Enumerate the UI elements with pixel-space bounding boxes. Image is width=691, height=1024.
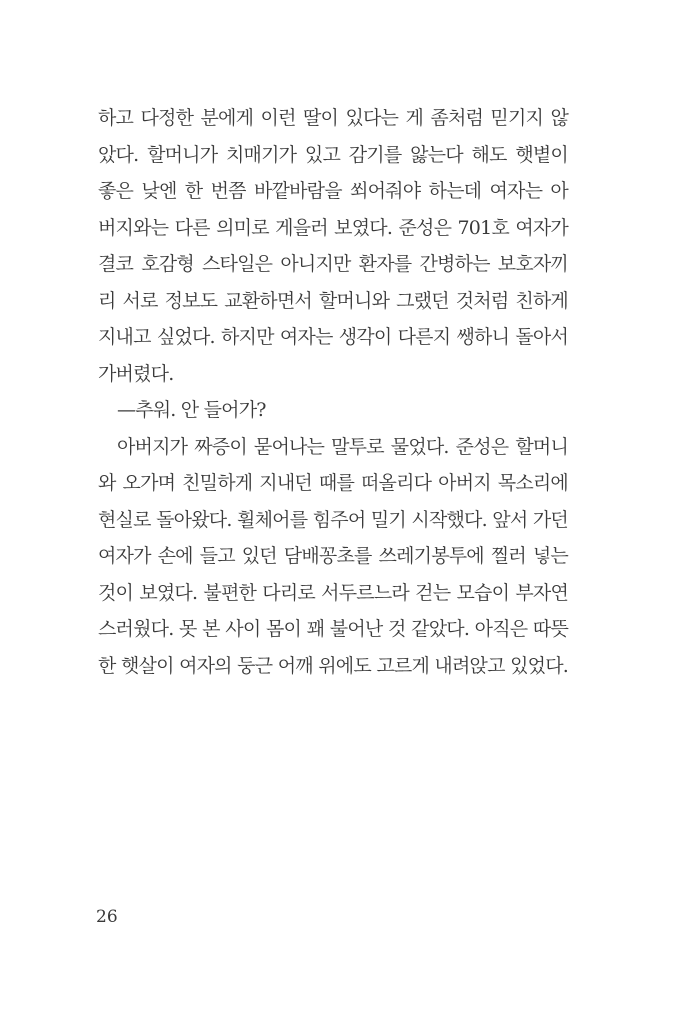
page-number: 26: [96, 907, 118, 927]
text-line: 버지와는 다른 의미로 게을러 보였다. 준성은 701호 여자가: [98, 216, 568, 239]
text-line: 하고 다정한 분에게 이런 딸이 있다는 게 좀처럼 믿기지 않: [98, 107, 568, 129]
text-line: 리 서로 정보도 교환하면서 할머니와 그랬던 것처럼 친하게: [98, 289, 568, 312]
text-line: 결코 호감형 스타일은 아니지만 환자를 간병하는 보호자끼: [98, 253, 568, 275]
text-line: 좋은 낮엔 한 번쯤 바깥바람을 쐬어줘야 하는데 여자는 아: [98, 180, 568, 202]
text-line: 아버지가 짜증이 묻어나는 말투로 물었다. 준성은 할머니: [117, 435, 568, 458]
text-line: 지내고 싶었다. 하지만 여자는 생각이 다른지 쌩하니 돌아서: [98, 326, 568, 348]
text-line: 았다. 할머니가 치매기가 있고 감기를 앓는다 해도 햇볕이: [98, 143, 568, 166]
text-line: 스러웠다. 못 본 사이 몸이 꽤 불어난 것 같았다. 아직은 따뜻: [98, 618, 568, 640]
text-line: 현실로 돌아왔다. 휠체어를 힘주어 밀기 시작했다. 앞서 가던: [98, 508, 568, 531]
text-line: 것이 보였다. 불편한 다리로 서두르느라 걷는 모습이 부자연: [98, 581, 568, 604]
text-line: 한 햇살이 여자의 둥근 어깨 위에도 고르게 내려앉고 있었다.: [98, 654, 568, 677]
text-line: 여자가 손에 들고 있던 담배꽁초를 쓰레기봉투에 찔러 넣는: [98, 545, 568, 567]
text-line: 가버렸다.: [98, 362, 174, 385]
body-text: [98, 100, 568, 684]
text-line: 와 오가며 친밀하게 지내던 때를 떠올리다 아버지 목소리에: [98, 472, 568, 494]
dialogue-line: —추워. 안 들어가?: [117, 399, 266, 421]
